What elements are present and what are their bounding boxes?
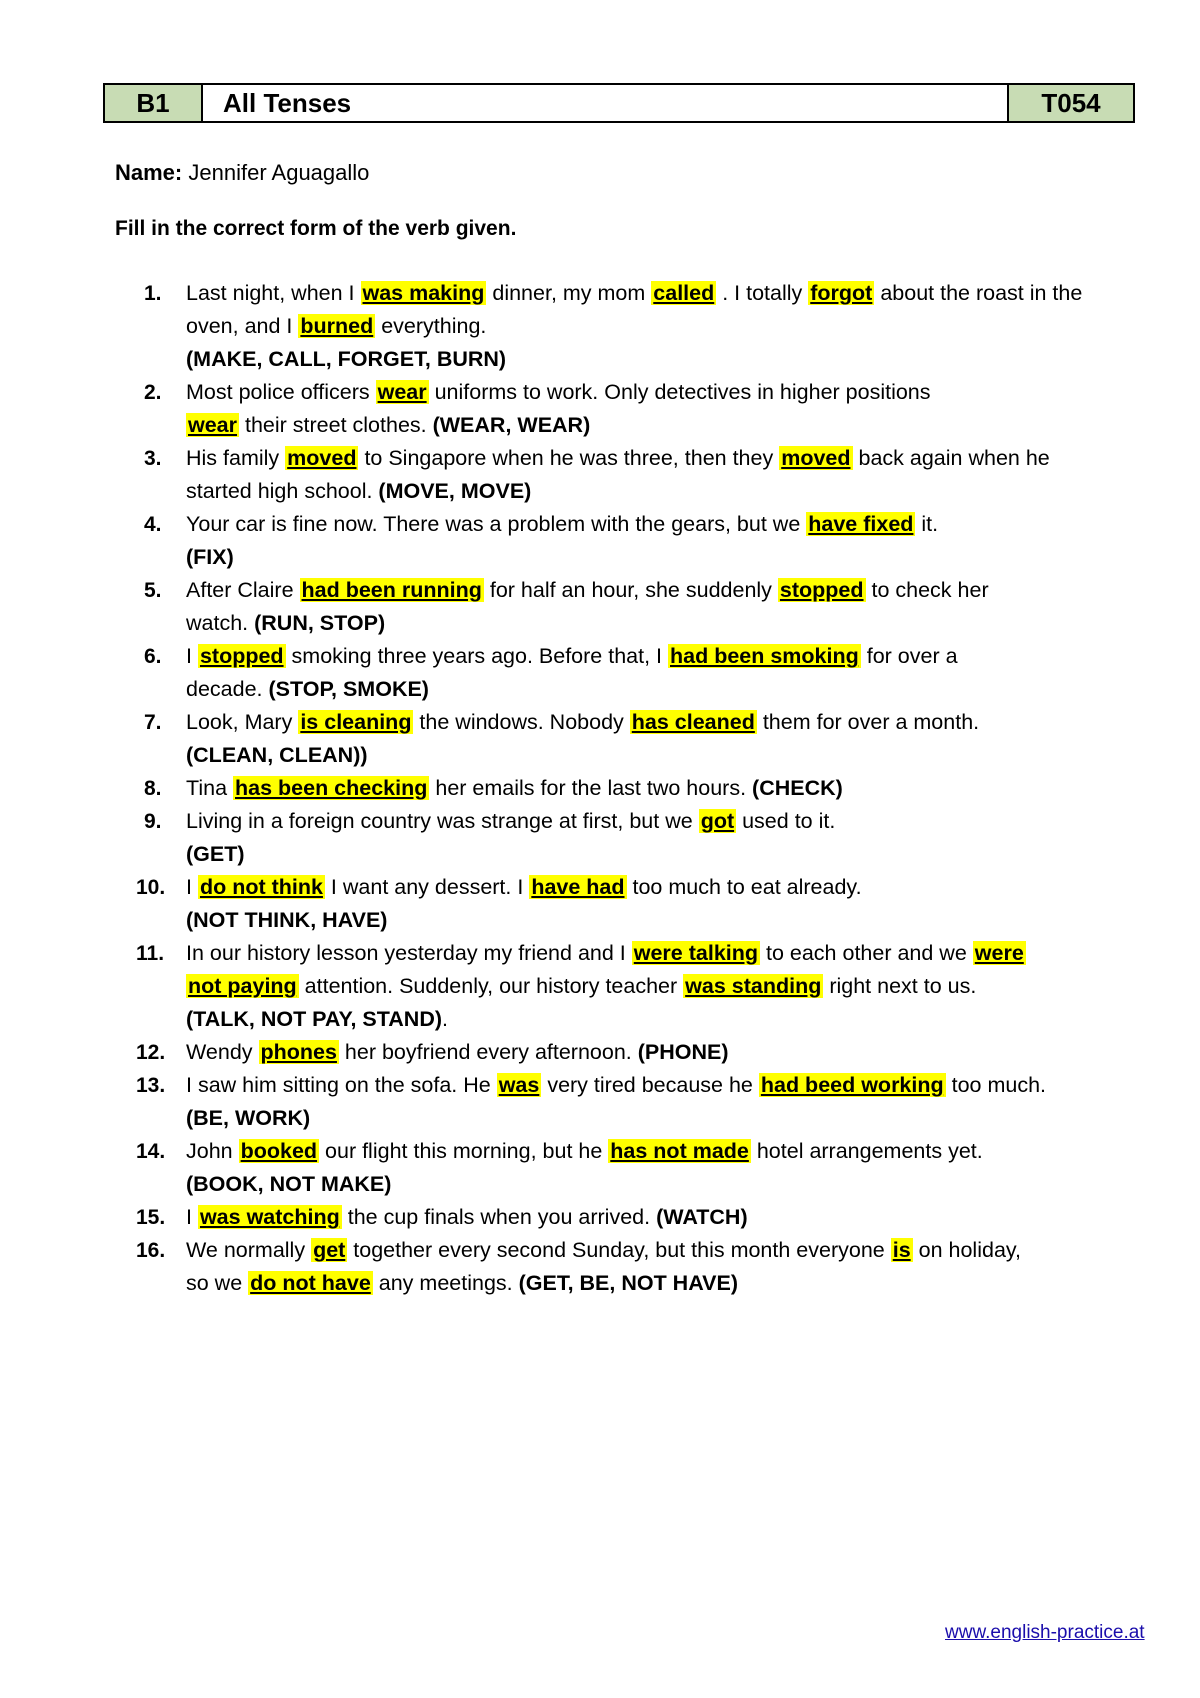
sentence-text: to check her <box>865 578 989 602</box>
sentence-text: I <box>186 1205 198 1229</box>
answer-fill: wear <box>188 413 238 437</box>
answer-fill: have fixed <box>808 512 914 536</box>
answer-fill: were <box>974 941 1024 965</box>
answer-fill: have had <box>531 875 625 899</box>
worksheet-title: All Tenses <box>203 85 1009 121</box>
answer-fill: stopped <box>779 578 864 602</box>
sentence-text: Your car is fine now. There was a problem with the gears, but we <box>186 512 807 536</box>
answer-fill: has not made <box>610 1139 749 1163</box>
answer-fill: burned <box>300 314 374 338</box>
student-name-line <box>115 160 369 186</box>
exercise-item <box>0 272 1200 381</box>
name-label: Name: <box>115 160 183 185</box>
exercise-number: 10. <box>136 876 166 899</box>
sentence-text: any meetings. <box>372 1271 519 1295</box>
sentence-text: After Claire <box>186 578 300 602</box>
sentence-text: the cup finals when you arrived. <box>341 1205 657 1229</box>
sentence-text: oven, and I <box>186 314 299 338</box>
sentence-text: it. <box>915 512 939 536</box>
sentence-text: about the roast in the <box>874 281 1083 305</box>
answer-fill: had been running <box>301 578 482 602</box>
exercise-item <box>0 932 1200 1041</box>
sentence-text: Wendy <box>186 1040 259 1064</box>
exercise-item <box>0 569 1200 645</box>
sentence-text: We normally <box>186 1238 312 1262</box>
sentence-text: for over a <box>860 644 958 668</box>
sentence-text: dinner, my mom <box>486 281 652 305</box>
verb-hint: (STOP, SMOKE) <box>268 677 429 701</box>
exercise-number: 8. <box>144 777 162 800</box>
exercise-item <box>0 800 1200 876</box>
answer-fill: called <box>653 281 715 305</box>
sentence-text: our flight this morning, but he <box>319 1139 609 1163</box>
exercise-number: 11. <box>136 942 165 965</box>
answer-fill: is cleaning <box>300 710 412 734</box>
exercise-item <box>0 866 1200 942</box>
answer-fill: had been smoking <box>670 644 859 668</box>
student-name: Jennifer Aguagallo <box>188 160 370 185</box>
sentence-text: on holiday, <box>912 1238 1022 1262</box>
exercise-number: 12. <box>136 1041 166 1064</box>
sentence-text: started high school. <box>186 479 379 503</box>
sentence-text: everything. <box>375 314 487 338</box>
exercise-number: 7. <box>144 711 162 734</box>
verb-hint: (MOVE, MOVE) <box>378 479 532 503</box>
answer-fill: not paying <box>188 974 297 998</box>
sentence-text: In our history lesson yesterday my friend and I <box>186 941 632 965</box>
sentence-text: for half an hour, she suddenly <box>483 578 778 602</box>
answer-fill: was <box>498 1073 540 1097</box>
exercise-number: 2. <box>144 381 162 404</box>
worksheet-code: T054 <box>1009 85 1133 121</box>
answer-fill: is <box>892 1238 911 1262</box>
sentence-text: watch. <box>186 611 255 635</box>
verb-hint: (GET) <box>186 842 245 866</box>
sentence-text: . I totally <box>716 281 809 305</box>
exercise-number: 15. <box>136 1206 166 1229</box>
sentence-text: their street clothes. <box>239 413 433 437</box>
sentence-text: back again when he <box>852 446 1050 470</box>
sentence-text: to each other and we <box>760 941 973 965</box>
sentence-text: them for over a month. <box>756 710 980 734</box>
answer-fill: moved <box>781 446 851 470</box>
exercise-item <box>0 1064 1200 1140</box>
sentence-text: the windows. Nobody <box>413 710 630 734</box>
verb-hint: (CLEAN, CLEAN)) <box>186 743 368 767</box>
verb-hint: (PHONE) <box>637 1040 729 1064</box>
sentence-text: to Singapore when he was three, then they <box>358 446 780 470</box>
exercise-number: 5. <box>144 579 162 602</box>
exercise-number: 14. <box>136 1140 166 1163</box>
sentence-text: so we <box>186 1271 249 1295</box>
sentence-text: Living in a foreign country was strange at first, but we <box>186 809 699 833</box>
answer-fill: wear <box>377 380 427 404</box>
sentence-text: smoking three years ago. Before that, I <box>285 644 668 668</box>
sentence-text: together every second Sunday, but this month everyone <box>347 1238 891 1262</box>
exercise-item <box>0 635 1200 711</box>
answer-fill: has cleaned <box>631 710 755 734</box>
answer-fill: phones <box>260 1040 337 1064</box>
verb-hint: (GET, BE, NOT HAVE) <box>518 1271 738 1295</box>
answer-fill: got <box>700 809 735 833</box>
verb-hint: (FIX) <box>186 545 234 569</box>
sentence-text: Tina <box>186 776 233 800</box>
sentence-text: decade. <box>186 677 269 701</box>
answer-fill: do not have <box>250 1271 371 1295</box>
sentence-text: Most police officers <box>186 380 376 404</box>
worksheet-header <box>103 83 1135 123</box>
sentence-text: I <box>186 875 198 899</box>
sentence-text: very tired because he <box>541 1073 759 1097</box>
exercise-number: 4. <box>144 513 162 536</box>
answer-fill: do not think <box>199 875 323 899</box>
sentence-text: attention. Suddenly, our history teacher <box>298 974 684 998</box>
verb-hint: (BOOK, NOT MAKE) <box>186 1172 392 1196</box>
exercise-item <box>0 371 1200 447</box>
sentence-text: Last night, when I <box>186 281 361 305</box>
verb-hint: (BE, WORK) <box>186 1106 311 1130</box>
answer-fill: booked <box>240 1139 318 1163</box>
exercise-number: 9. <box>144 810 162 833</box>
exercise-item <box>0 1130 1200 1206</box>
verb-hint: (RUN, STOP) <box>254 611 386 635</box>
sentence-text: I saw him sitting on the sofa. He <box>186 1073 497 1097</box>
exercise-number: 1. <box>144 282 162 305</box>
answer-fill: was watching <box>199 1205 340 1229</box>
sentence-text: right next to us. <box>823 974 977 998</box>
answer-fill: had beed working <box>760 1073 944 1097</box>
instruction-text: Fill in the correct form of the verb given. <box>115 217 517 240</box>
exercise-line <box>186 1262 1166 1305</box>
verb-hint: (MAKE, CALL, FORGET, BURN) <box>186 347 507 371</box>
answer-fill: was standing <box>685 974 822 998</box>
sentence-text: I <box>186 644 198 668</box>
answer-fill: get <box>313 1238 346 1262</box>
answer-fill: stopped <box>199 644 284 668</box>
exercise-number: 6. <box>144 645 162 668</box>
verb-hint: (CHECK) <box>752 776 843 800</box>
sentence-text: His family <box>186 446 286 470</box>
answer-fill: forgot <box>810 281 873 305</box>
answer-fill: were talking <box>633 941 759 965</box>
sentence-text: too much. <box>945 1073 1047 1097</box>
exercise-item <box>0 1229 1200 1305</box>
exercise-number: 16. <box>136 1239 166 1262</box>
sentence-text: . <box>442 1007 448 1031</box>
verb-hint: (WEAR, WEAR) <box>432 413 591 437</box>
answer-fill: was making <box>362 281 485 305</box>
sentence-text: Look, Mary <box>186 710 299 734</box>
exercise-item <box>0 701 1200 777</box>
sentence-text: too much to eat already. <box>626 875 862 899</box>
sentence-text: uniforms to work. Only detectives in higher positions <box>428 380 931 404</box>
level-cell: B1 <box>105 85 203 121</box>
verb-hint: (TALK, NOT PAY, STAND) <box>186 1007 443 1031</box>
answer-fill: has been checking <box>235 776 428 800</box>
exercise-item <box>0 503 1200 579</box>
sentence-text: I want any dessert. I <box>324 875 530 899</box>
exercise-number: 13. <box>136 1074 166 1097</box>
exercise-item <box>0 437 1200 513</box>
sentence-text: hotel arrangements yet. <box>750 1139 983 1163</box>
exercise-list <box>0 272 1200 1305</box>
sentence-text: John <box>186 1139 239 1163</box>
answer-fill: moved <box>287 446 357 470</box>
sentence-text: her emails for the last two hours. <box>429 776 753 800</box>
exercise-number: 3. <box>144 447 162 470</box>
verb-hint: (WATCH) <box>656 1205 748 1229</box>
sentence-text: her boyfriend every afternoon. <box>338 1040 638 1064</box>
sentence-text: used to it. <box>736 809 836 833</box>
footer-website-link[interactable]: www.english-practice.at <box>945 1622 1145 1643</box>
verb-hint: (NOT THINK, HAVE) <box>186 908 388 932</box>
